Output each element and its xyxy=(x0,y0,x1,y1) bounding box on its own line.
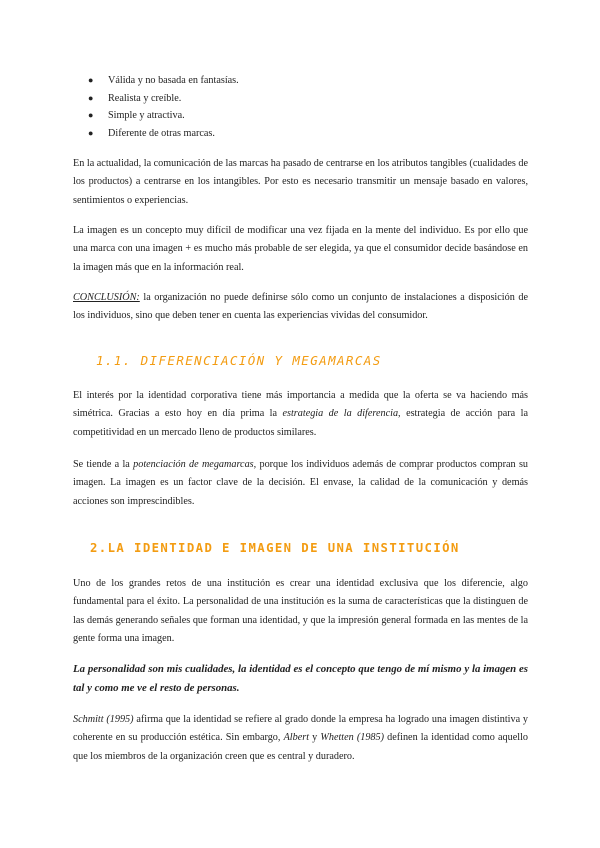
paragraph-corporate-identity xyxy=(73,387,528,442)
text-run: El interés por la identidad corporativa tiene más importancia a medida que la oferta se va haciendo más simétrica. Gracias a esto hoy en día prima la xyxy=(73,390,528,420)
bullet-icon: ● xyxy=(88,75,94,85)
citation-text: Whetten (1985) xyxy=(320,732,385,744)
section-heading-identity-image: 2.LA IDENTIDAD E IMAGEN DE UNA INSTITUCIÓN xyxy=(90,541,460,555)
conclusion-label: CONCLUSIÓN: xyxy=(73,292,140,303)
citation-text: Albert xyxy=(283,732,310,744)
list-item-text: Diferente de otras marcas. xyxy=(108,127,215,139)
list-item-text: Simple y atractiva. xyxy=(108,110,185,121)
list-item-text: Válida y no basada en fantasías. xyxy=(108,75,239,86)
list-item xyxy=(88,125,239,143)
list-item xyxy=(88,72,239,90)
bullet-list xyxy=(88,72,239,142)
paragraph-brand-image: La imagen es un concepto muy difícil de modificar una vez fijada en la mente del individuo. Es por ello que una marca con una imagen + es mucho más probable de ser elegida, ya que el consumidor decide basándose en la imagen más que en la información real. xyxy=(73,225,528,273)
text-run: definen la identidad como aquello que los miembros de la organización creen que es central y duradero. xyxy=(73,732,529,762)
list-item xyxy=(88,107,239,125)
bullet-icon: ● xyxy=(88,127,94,138)
bullet-icon: ● xyxy=(88,110,94,120)
text-run: afirma que la identidad se refiere al grado donde la empresa ha logrado una imagen distintiva y coherente en su producción estética. Sin embargo, xyxy=(73,714,529,744)
list-item xyxy=(88,90,239,108)
text-run: porque los individuos además de comprar productos compran su imagen. La imagen es un factor clave de la decisión. El envase, la calidad de la comunicación y demás acciones son imprescindibles. xyxy=(73,459,528,507)
conclusion-text: la organización no puede definirse sólo como un conjunto de instalaciones a disposición de los individuos, sino que deben tener en cuenta las experiencias vividas del consumidor. xyxy=(73,292,528,322)
text-run: y xyxy=(309,732,321,744)
paragraph-megabrands xyxy=(73,456,528,511)
text-run: Se tiende a la xyxy=(73,459,134,470)
paragraph-conclusion xyxy=(73,289,528,326)
paragraph-personality-definition: La personalidad son mis cualidades, la identidad es el concepto que tengo de mí mismo y la imagen es tal y como me ve el resto de personas. xyxy=(73,663,528,694)
text-run: estrategia de acción para la competitividad en un mercado lleno de productos similares. xyxy=(73,408,528,438)
emphasis-text: estrategia de la diferencia, xyxy=(282,408,401,420)
emphasis-text: potenciación de megamarcas, xyxy=(133,459,257,470)
paragraph-institution-identity: Uno de los grandes retos de una institución es crear una identidad exclusiva que los diferencie, algo fundamental para el éxito. La personalidad de una institución es la suma de características que la distinguen de las demás generando señales que forman una identidad, y que la impresión general formada en las mentes de la gente forma una imagen. xyxy=(73,578,528,645)
citation-text: Schmitt (1995) xyxy=(73,714,134,725)
list-item-text: Realista y creíble. xyxy=(108,92,182,104)
paragraph-brand-communication: En la actualidad, la comunicación de las marcas ha pasado de centrarse en los atributos tangibles (cualidades de los productos) a centrarse en los intangibles. Por esto es necesario transmitir un mensaje basado en valores, sentimientos o experiencias. xyxy=(73,158,528,206)
section-heading-differentiation: 1.1. DIFERENCIACIÓN Y MEGAMARCAS xyxy=(96,353,382,368)
paragraph-schmitt xyxy=(73,711,528,766)
bullet-icon: ● xyxy=(88,92,94,103)
